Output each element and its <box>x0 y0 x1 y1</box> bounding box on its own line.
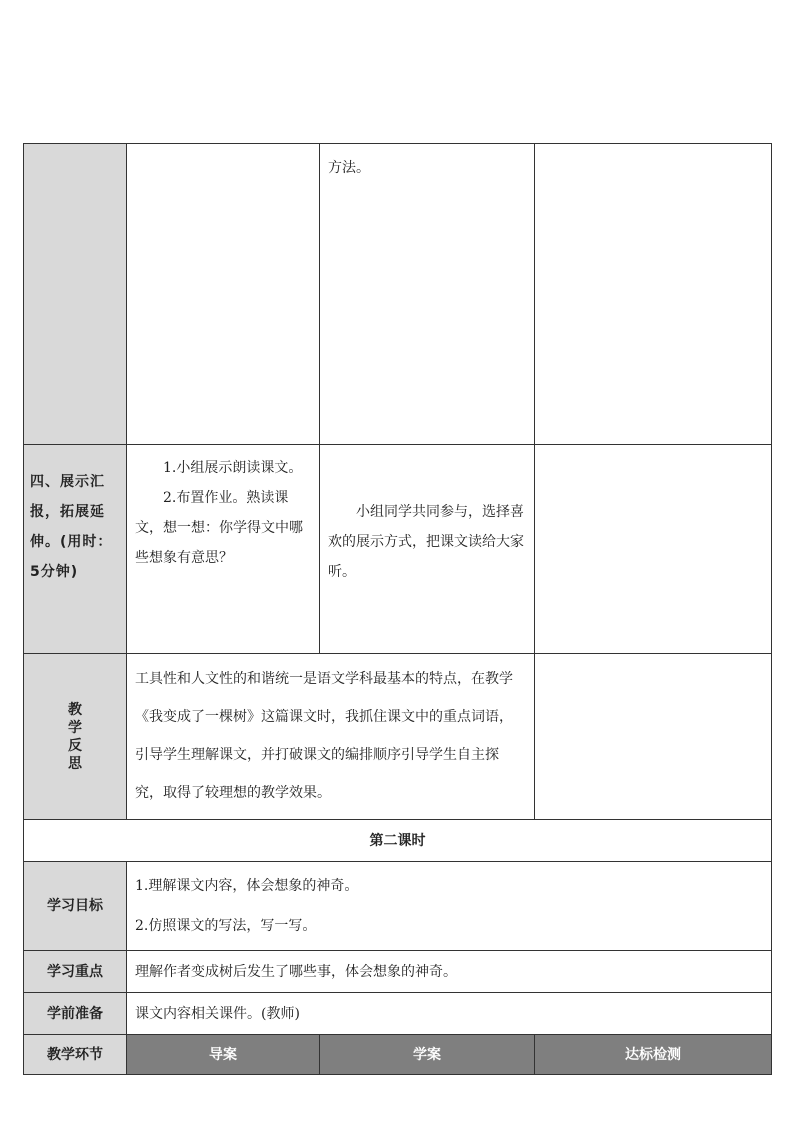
study-text: 小组同学共同参与，选择喜欢的展示方式，把课文读给大家听。 <box>328 504 524 580</box>
table-row <box>24 993 772 1035</box>
study-text: 方法。 <box>328 160 370 176</box>
table-row <box>24 862 772 951</box>
table-row <box>24 820 772 862</box>
goals-label: 学习目标 <box>24 862 127 951</box>
lesson-plan-table <box>23 143 772 1075</box>
goal-item: 1.理解课文内容，体会想象的神奇。 <box>135 878 359 894</box>
table-row <box>24 654 772 820</box>
table-row <box>24 144 772 445</box>
check-cell <box>535 654 772 820</box>
stage-cell <box>24 144 127 445</box>
key-points-text: 理解作者变成树后发生了哪些事，体会想象的神奇。 <box>127 951 772 993</box>
reflection-text: 工具性和人文性的和谐统一是语文学科最基本的特点，在教学《我变成了一棵树》这篇课文时，我抓住课文中的重点词语，引导学生理解课文，并打破课文的编排顺序引导学生自主探究，取得了较理想的教学效果。 <box>135 671 513 801</box>
study-cell <box>320 445 535 654</box>
study-cell <box>320 144 535 445</box>
table-header-row <box>24 1035 772 1075</box>
preparation-label: 学前准备 <box>24 993 127 1035</box>
goal-item: 2.仿照课文的写法，写一写。 <box>135 918 317 934</box>
preparation-text: 课文内容相关课件。(教师) <box>127 993 772 1035</box>
key-points-label: 学习重点 <box>24 951 127 993</box>
reflection-text-cell <box>127 654 535 820</box>
header-stage: 教学环节 <box>24 1035 127 1075</box>
guide-cell <box>127 144 320 445</box>
header-study: 学案 <box>320 1035 535 1075</box>
header-check: 达标检测 <box>535 1035 772 1075</box>
reflection-label: 教学反思 <box>68 701 82 772</box>
section-title: 第二课时 <box>24 820 772 862</box>
table-row <box>24 951 772 993</box>
check-cell <box>535 144 772 445</box>
guide-item: 2.布置作业。熟读课文，想一想：你学得文中哪些想象有意思？ <box>135 490 303 566</box>
goals-cell <box>127 862 772 951</box>
header-guide: 导案 <box>127 1035 320 1075</box>
check-cell <box>535 445 772 654</box>
table-row <box>24 445 772 654</box>
reflection-label-cell <box>24 654 127 820</box>
guide-cell <box>127 445 320 654</box>
guide-item: 1.小组展示朗读课文。 <box>163 460 303 476</box>
stage-label: 四、展示汇报，拓展延伸。(用时：5分钟) <box>24 445 127 654</box>
